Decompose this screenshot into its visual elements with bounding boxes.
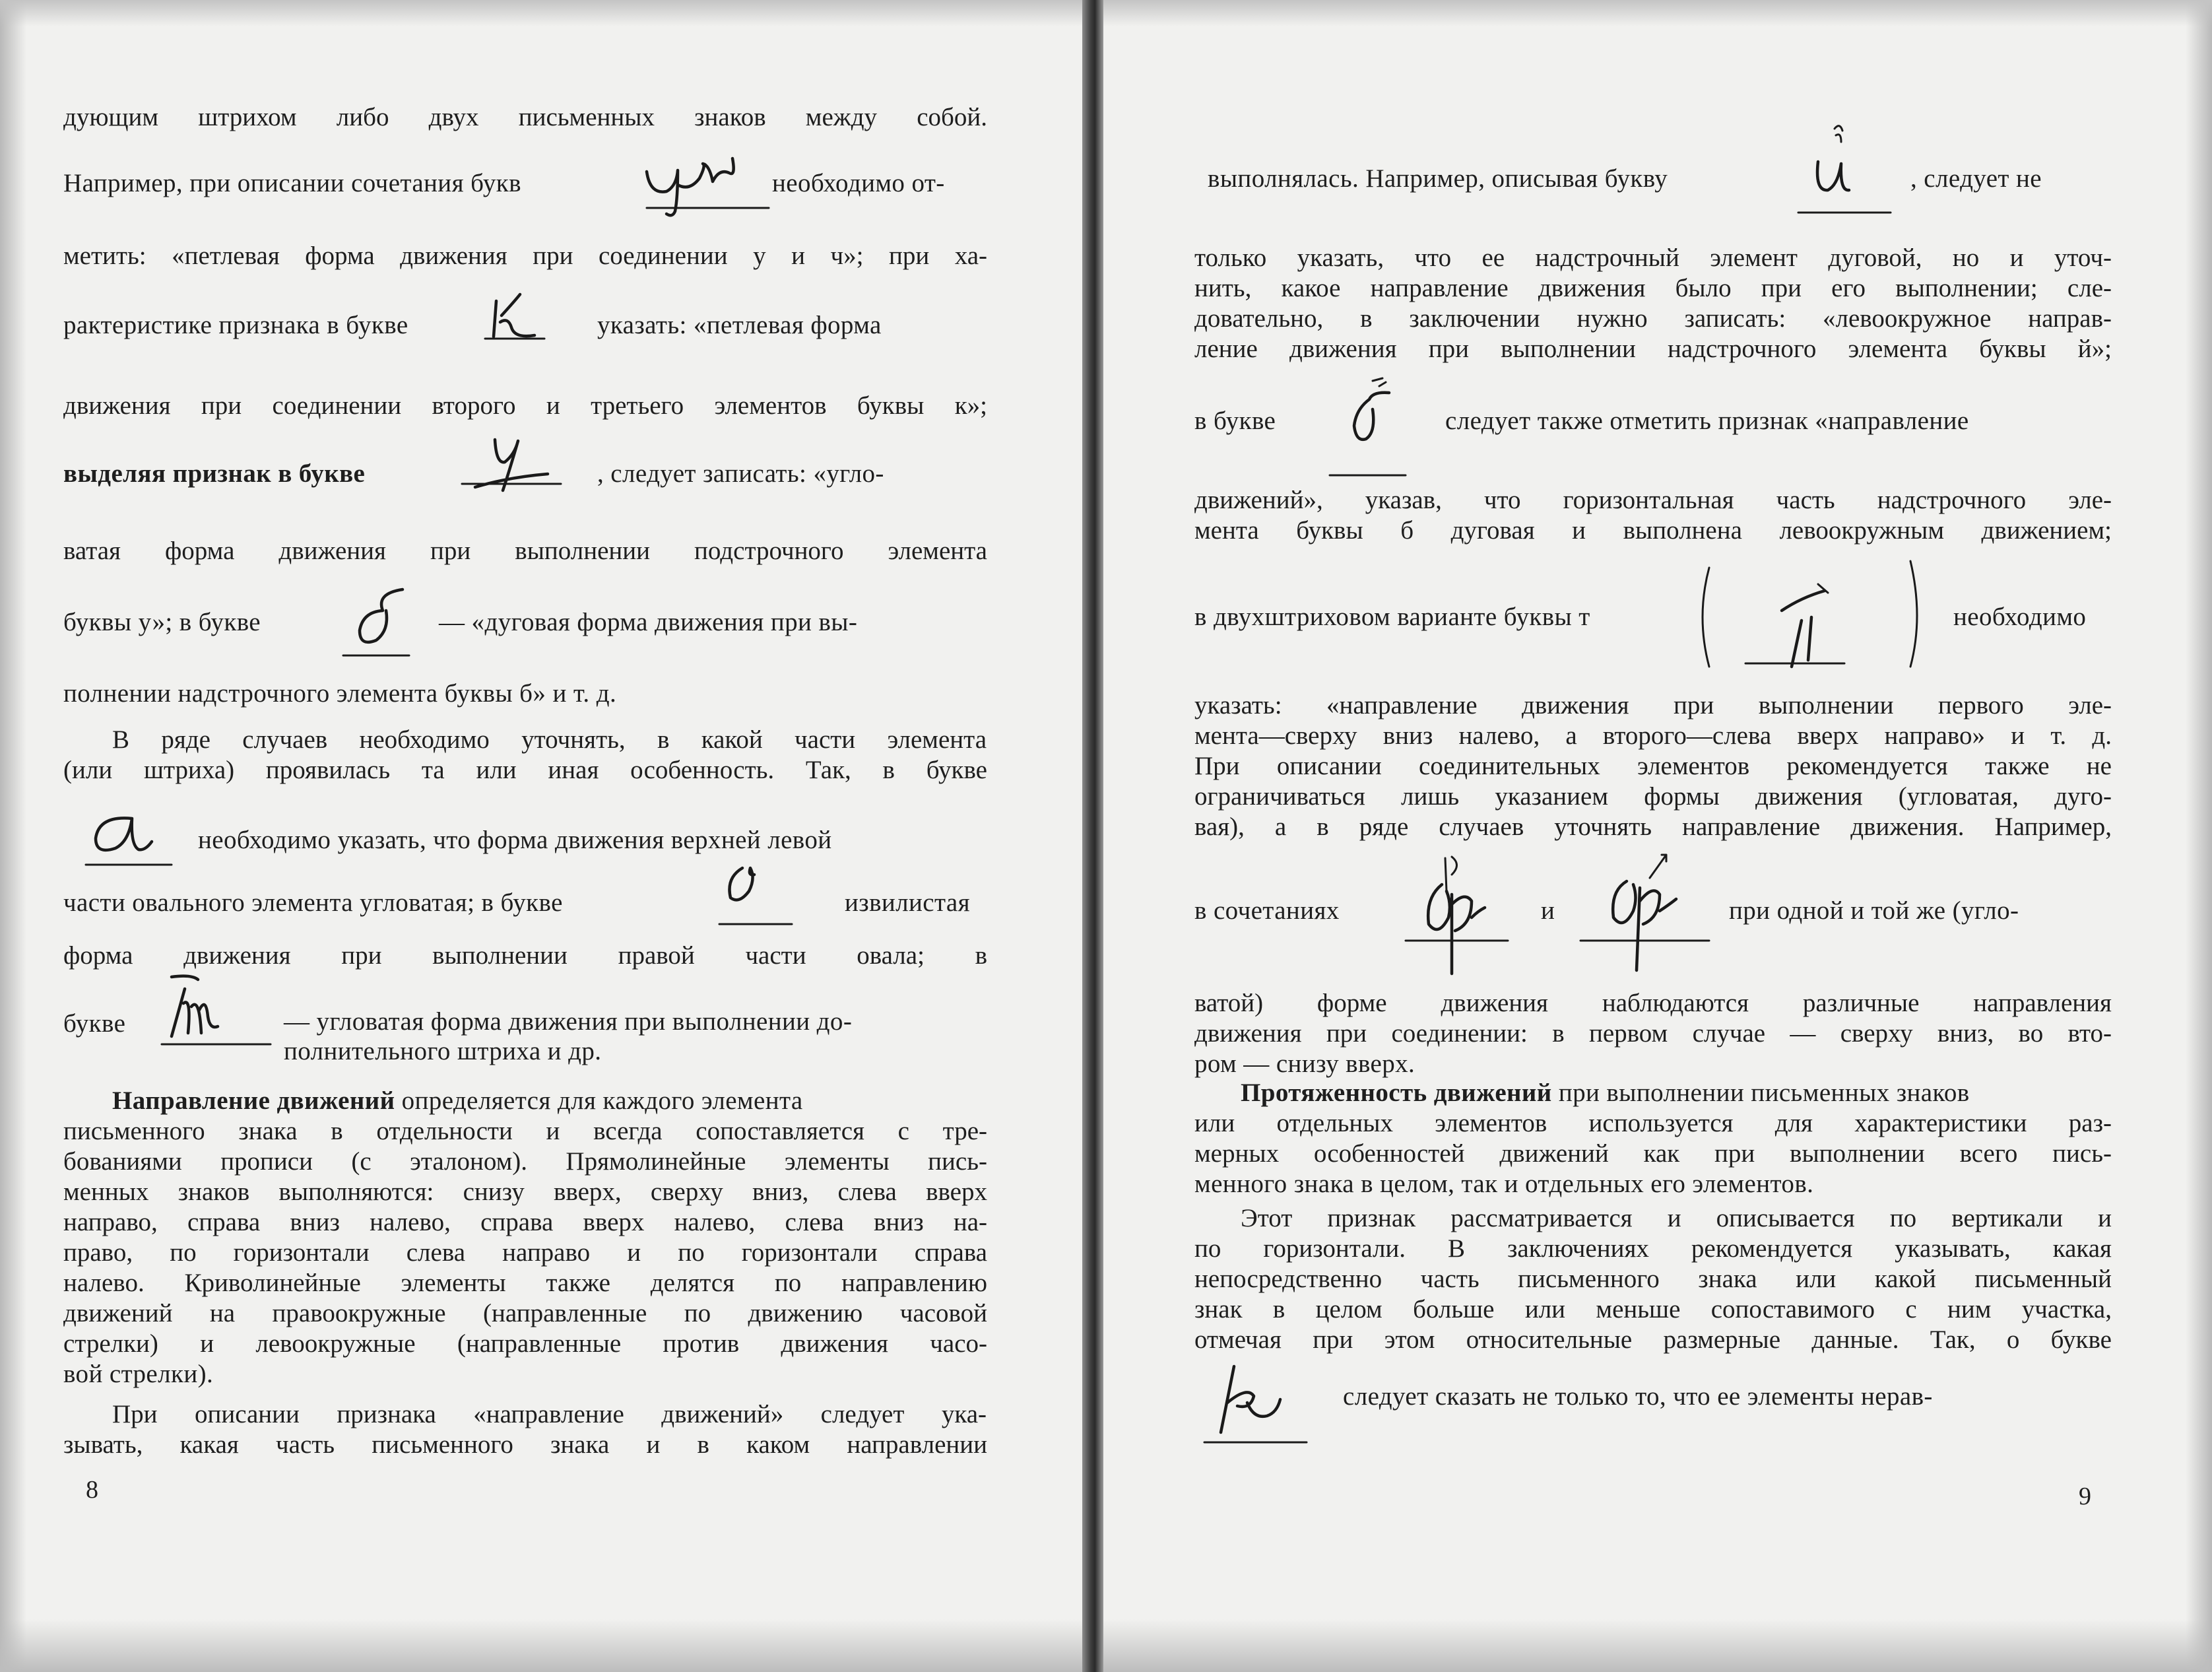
- text-line: нить, какое направление движения было при его выполнении; сле-: [1194, 274, 2112, 302]
- text-line: мента—сверху вниз налево, а второго—слева вверх направо» и т. д.: [1194, 721, 2112, 750]
- text-line: Например, при описании сочетания букв: [63, 169, 521, 197]
- text-line: бованиями прописи (с эталоном). Прямолинейные элементы пись-: [63, 1147, 987, 1176]
- text-line: следует сказать не только то, что ее элементы нерав-: [1343, 1382, 1933, 1411]
- handwriting-sample-b2: [1326, 373, 1425, 482]
- handwriting-sample-uch: [637, 145, 775, 221]
- text-line: в двухштриховом варианте буквы т: [1194, 603, 1590, 631]
- text-line: только указать, что ее надстрочный элемент дуговой, но и уточ-: [1194, 244, 2112, 272]
- handwriting-sample-u: [449, 428, 561, 510]
- text-line: следует также отметить признак «направление: [1445, 407, 1969, 435]
- text-line: форма движения при выполнении правой части овала; в: [63, 941, 987, 970]
- text-line: полнении надстрочного элемента буквы б» и т. д.: [63, 679, 617, 708]
- text-line: Этот признак рассматривается и описывается по вертикали и: [1241, 1204, 2112, 1232]
- text-line: части овального элемента угловатая; в букве: [63, 888, 563, 917]
- text-line: мерных особенностей движений как при выполнении всего пись-: [1194, 1139, 2112, 1168]
- text-line: непосредственно часть письменного знака или какой письменный: [1194, 1265, 2112, 1293]
- text-line: налево. Криволинейные элементы также делятся по направлению: [63, 1269, 987, 1297]
- text-line: указать: «петлевая форма: [597, 311, 882, 339]
- text-line: определяется для каждого элемента: [401, 1087, 803, 1115]
- text-line: или отдельных элементов используется для характеристики раз-: [1194, 1109, 2112, 1137]
- text-line: вой стрелки).: [63, 1360, 214, 1388]
- text-line: стрелки) и левоокружные (направленные против движения часо-: [63, 1329, 987, 1358]
- text-line: довательно, в заключении нужно записать: «левоокружное направ-: [1194, 304, 2112, 333]
- text-line: знак в целом больше или меньше сопоставимого с ним участка,: [1194, 1295, 2112, 1323]
- text-line: вая), а в ряде случаев уточнять направление движения. Например,: [1194, 813, 2112, 841]
- text-line: метить: «петлевая форма движения при соединении у и ч»; при ха-: [63, 242, 987, 270]
- text-line: В ряде случаев необходимо уточнять, в какой части элемента: [112, 725, 987, 754]
- text-line: движений», указав, что горизонтальная часть надстрочного эле-: [1194, 486, 2112, 514]
- handwriting-sample-o: [716, 861, 795, 931]
- text-line: необходимо: [1953, 603, 2087, 631]
- text-line: в букве: [1194, 407, 1276, 435]
- text-line: менных знаков выполняются: снизу вверх, сверху вниз, слева вверх: [63, 1178, 987, 1206]
- text-line: При описании признака «направление движений» следует ука-: [112, 1400, 987, 1428]
- text-line: ватая форма движения при выполнении подстрочного элемента: [63, 537, 987, 565]
- text-line: ление движения при выполнении надстрочного элемента буквы й»;: [1194, 335, 2112, 363]
- text-line: буквы у»; в букве: [63, 608, 261, 636]
- text-line: — «дуговая форма движения при вы-: [439, 608, 858, 636]
- book-spine: [1082, 0, 1103, 1672]
- text-line: — угловатая форма движения при выполнении до-: [284, 1007, 853, 1036]
- text-line: в сочетаниях: [1194, 896, 1340, 925]
- text-line: , следует записать: «угло-: [597, 459, 884, 488]
- handwriting-sample-k2: [1201, 1353, 1320, 1449]
- text-line: ограничиваться лишь указанием формы движения (угловатая, дуго-: [1194, 782, 2112, 811]
- text-line: При описании соединительных элементов рекомендуется также не: [1194, 752, 2112, 780]
- text-line: рактеристике признака в букве: [63, 311, 408, 339]
- text-line: зывать, какая часть письменного знака и в каком направлении: [63, 1430, 987, 1459]
- text-line: движений на правоокружные (направленные по движению часовой: [63, 1299, 987, 1327]
- text-line: необходимо от-: [772, 169, 945, 197]
- text-line: указать: «направление движения при выполнении первого эле-: [1194, 691, 2112, 719]
- text-line: при выполнении письменных знаков: [1558, 1079, 1970, 1107]
- text-line: выделяя признак в букве: [63, 459, 366, 488]
- text-line: менного знака в целом, так и отдельных его элементов.: [1194, 1170, 1814, 1198]
- text-line: дующим штрихом либо двух письменных знаков между собой.: [63, 103, 987, 131]
- text-line: букве: [63, 1009, 126, 1038]
- text-line: мента буквы б дуговая и выполнена левоокружным движением;: [1194, 516, 2112, 545]
- handwriting-sample-t: [158, 970, 271, 1053]
- handwriting-sample-dr-1: [1399, 845, 1511, 987]
- left-page: [0, 0, 1082, 1672]
- text-line: , следует не: [1910, 164, 2042, 193]
- text-line: ром — снизу вверх.: [1194, 1050, 1415, 1078]
- handwriting-sample-k: [482, 289, 574, 358]
- handwriting-sample-t2: [1703, 554, 1920, 696]
- handwriting-sample-a: [79, 809, 191, 871]
- text-line: полнительного штриха и др.: [284, 1037, 602, 1065]
- text-line: выполнялась. Например, описывая букву: [1208, 164, 1668, 193]
- text-line: направо, справа вниз налево, справа вверх налево, слева вниз на-: [63, 1208, 987, 1236]
- text-line: ватой) форме движения наблюдаются различные направления: [1194, 989, 2112, 1017]
- text-line: движения при соединении второго и третьего элементов буквы к»;: [63, 391, 987, 420]
- text-line: (или штриха) проявилась та или иная особенность. Так, в букве: [63, 756, 987, 784]
- text-line: отмечая при этом относительные размерные данные. Так, о букве: [1194, 1325, 2112, 1354]
- text-line: письменного знака в отдельности и всегда сопоставляется с тре-: [63, 1117, 987, 1145]
- text-line: и: [1541, 896, 1555, 925]
- page-number: 9: [2079, 1483, 2091, 1510]
- text-line: извилистая: [845, 888, 970, 917]
- handwriting-sample-dr-2: [1577, 838, 1722, 987]
- page-number: 8: [86, 1476, 98, 1504]
- text-line: право, по горизонтали слева направо и по горизонтали справа: [63, 1238, 987, 1267]
- handwriting-sample-b: [337, 584, 436, 660]
- term-length: Протяженность движений: [1241, 1079, 1552, 1107]
- text-line: необходимо указать, что форма движения верхней левой: [198, 826, 832, 854]
- text-line: по горизонтали. В заключениях рекомендуется указывать, какая: [1194, 1234, 2112, 1263]
- text-line: движения при соединении: в первом случае — сверху вниз, во вто-: [1194, 1019, 2112, 1048]
- text-line: при одной и той же (угло-: [1729, 896, 2019, 925]
- term-direction: Направление движений: [112, 1087, 395, 1115]
- handwriting-sample-i-short: [1795, 112, 1894, 221]
